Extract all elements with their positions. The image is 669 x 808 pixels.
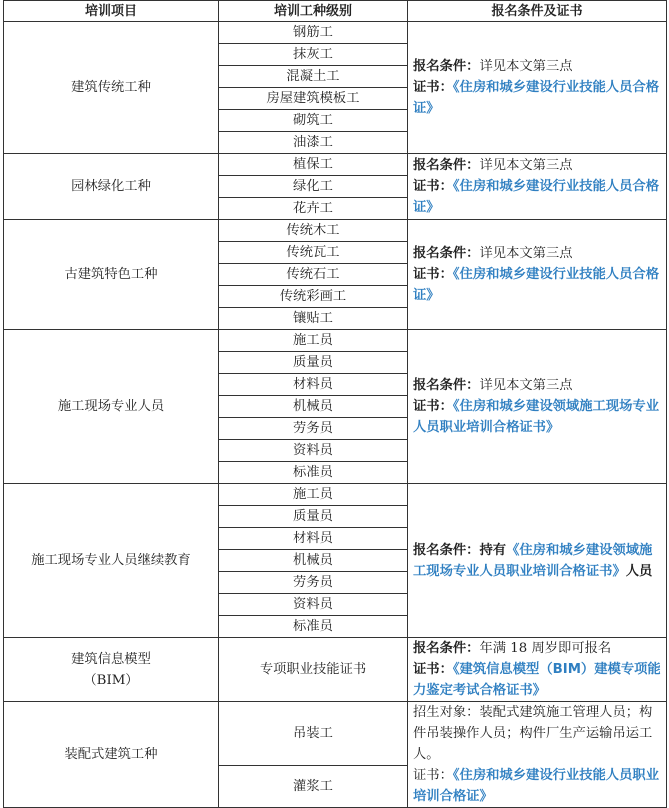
level-cell: 劳务员 [219,572,408,594]
level-cell: 砌筑工 [219,110,408,132]
conditions-cell [408,484,667,638]
cond-label: 报名条件： [413,59,480,74]
level-cell: 花卉工 [219,198,408,220]
level-cell: 房屋建筑模板工 [219,88,408,110]
cert-label: 证书： [413,662,453,677]
level-cell: 施工员 [219,330,408,352]
cond-text: 详见本文第三点 [479,158,573,173]
cert-text: 《住房和城乡建设行业技能人员合格证》 [413,80,659,116]
header-project: 培训项目 [4,1,219,22]
conditions-cell [408,220,667,330]
project-cell [4,638,219,702]
cert-text: 《住房和城乡建设行业技能人员合格证》 [413,267,659,303]
cert-label: 证书： [413,80,453,95]
table-row [4,638,667,702]
table-row [4,330,667,352]
project-cell: 园林绿化工种 [4,154,219,220]
level-cell: 植保工 [219,154,408,176]
conditions-cell [408,22,667,154]
cond-text: 详见本文第三点 [479,59,573,74]
cert-text: 《建筑信息模型（BIM）建模专项能力鉴定考试合格证书》 [413,662,661,698]
level-cell: 抹灰工 [219,44,408,66]
project-cell: 建筑传统工种 [4,22,219,154]
table-row [4,22,667,44]
level-cell: 材料员 [219,374,408,396]
level-cell: 施工员 [219,484,408,506]
table-header-row [4,1,667,22]
cert-text: 《住房和城乡建设行业技能人员职业培训合格证》 [413,768,659,804]
conditions-cell [408,638,667,702]
cond-text: 年满 18 周岁即可报名 [479,641,612,656]
level-cell: 质量员 [219,506,408,528]
cert-text: 《住房和城乡建设行业技能人员合格证》 [413,179,659,215]
project-line: （BIM） [83,672,139,688]
cond-tail: 人员 [625,563,653,579]
cert-text: 《住房和城乡建设领域施工现场专业人员职业培训合格证书》 [413,399,659,435]
table-row [4,484,667,506]
cond-label: 报名条件： [413,246,480,261]
level-cell: 材料员 [219,528,408,550]
project-cell: 古建筑特色工种 [4,220,219,330]
cond-label: 报名条件： [413,542,480,558]
level-cell: 镶贴工 [219,308,408,330]
cond-label: 报名条件： [413,158,480,173]
project-cell: 施工现场专业人员 [4,330,219,484]
recruit-text: 招生对象：装配式建筑施工管理人员；构件吊装操作人员；构件厂生产运输吊运工人。 [413,705,653,762]
level-cell: 机械员 [219,396,408,418]
project-line: 建筑信息模型 [71,651,151,667]
level-cell: 资料员 [219,594,408,616]
level-cell: 混凝土工 [219,66,408,88]
project-cell: 装配式建筑工种 [4,702,219,808]
header-conditions: 报名条件及证书 [408,1,667,22]
level-cell: 机械员 [219,550,408,572]
cert-label: 证书： [413,267,453,282]
level-cell: 传统瓦工 [219,242,408,264]
level-cell: 吊装工 [219,702,408,766]
level-cell: 标准员 [219,616,408,638]
level-cell: 钢筋工 [219,22,408,44]
level-cell: 传统木工 [219,220,408,242]
level-cell: 传统彩画工 [219,286,408,308]
conditions-cell [408,702,667,808]
cert-label: 证书： [413,399,453,414]
cond-label: 报名条件： [413,641,480,656]
level-cell: 专项职业技能证书 [219,638,408,702]
level-cell: 油漆工 [219,132,408,154]
cert-label: 证书： [413,179,453,194]
table-row [4,702,667,766]
conditions-cell [408,154,667,220]
level-cell: 标准员 [219,462,408,484]
level-cell: 灌浆工 [219,765,408,807]
training-table [3,0,667,808]
conditions-cell [408,330,667,484]
cert-label: 证书： [413,768,453,783]
header-level: 培训工种级别 [219,1,408,22]
level-cell: 传统石工 [219,264,408,286]
cond-lead: 持有 [479,542,507,558]
table-row [4,154,667,176]
level-cell: 绿化工 [219,176,408,198]
cond-text: 详见本文第三点 [479,246,573,261]
cond-cert-text: 《住房和城乡建设领域施工现场专业人员职业培训合格证书》 [413,542,653,579]
table-row [4,220,667,242]
level-cell: 劳务员 [219,418,408,440]
cond-text: 详见本文第三点 [479,378,573,393]
level-cell: 资料员 [219,440,408,462]
cond-label: 报名条件： [413,378,480,393]
project-cell: 施工现场专业人员继续教育 [4,484,219,638]
level-cell: 质量员 [219,352,408,374]
